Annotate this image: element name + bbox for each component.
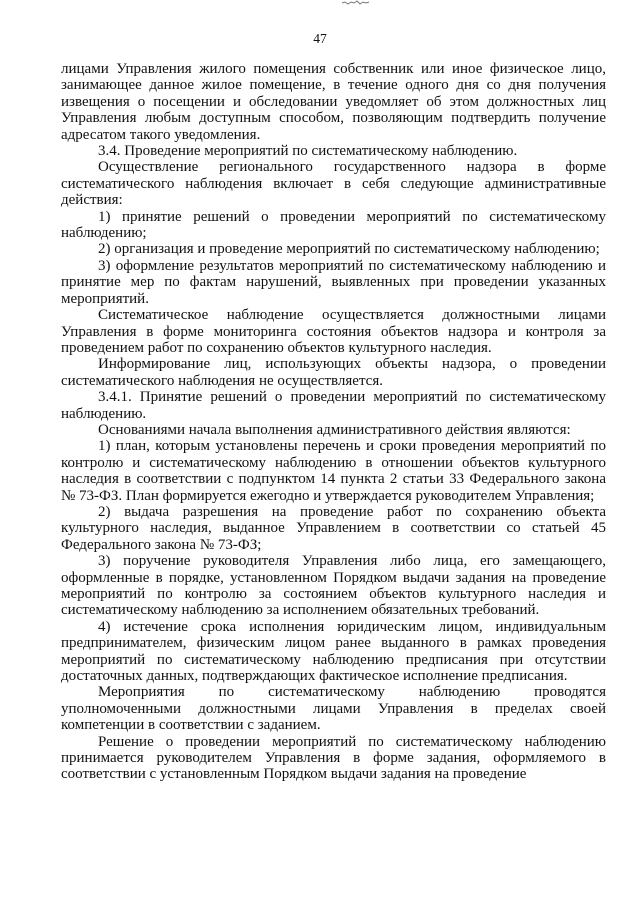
paragraph: 3.4. Проведение мероприятий по систематическому наблюдению. — [98, 143, 518, 160]
paragraph: 2) организация и проведение мероприятий по систематическому наблюдению; — [98, 241, 600, 258]
paragraph: 4) истечение срока исполнения юридическим лицом, индивидуальным предпринимателем, физическим лицом ранее выданного в рамках проведения мероприятий по систематическому наблюдению предписания при отсутствии достаточных данных, подтверждающих фактическое исполнение предписания. — [61, 618, 606, 685]
paragraph: 3) оформление результатов мероприятий по систематическому наблюдению и принятие мер по фактам нарушений, выявленных при проведении указанных мероприятий. — [61, 257, 606, 307]
paragraph: Основаниями начала выполнения административного действия являются: — [98, 421, 571, 438]
paragraph: Осуществление регионального государственного надзора в форме систематического наблюдения включает в себя следующие административные действия: — [61, 159, 606, 209]
paragraph: Информирование лиц, использующих объекты надзора, о проведении систематического наблюдения не осуществляется. — [61, 356, 606, 389]
body-text — [61, 61, 606, 783]
paragraph: 3) поручение руководителя Управления либо лица, его замещающего, оформленные в порядке, установленном Порядком выдачи задания на проведение мероприятий по контролю за состоянием объектов культурного наследия и систематическому наблюдению за исполнением обязательных требований. — [61, 553, 606, 619]
paragraph: 2) выдача разрешения на проведение работ по сохранению объекта культурного наследия, выданное Управлением в соответствии со статьей 45 Федерального закона № 73-ФЗ; — [61, 503, 606, 553]
paragraph: Систематическое наблюдение осуществляется должностными лицами Управления в форме мониторинга состояния объектов надзора и контроля за проведением работ по сохранению объектов культурного наследия. — [61, 307, 606, 356]
paragraph: 1) принятие решений о проведении мероприятий по систематическому наблюдению; — [61, 208, 606, 242]
paragraph: лицами Управления жилого помещения собственник или иное физическое лицо, занимающее данное жилое помещение, в течение одного дня со дня получения извещения о посещении и обследовании уведомляет об этом должностных лиц Управления любым доступным способом, позволяющим подтвердить получение адресатом такого уведомления. — [61, 61, 606, 143]
scan-artifact-mark — [340, 0, 372, 6]
paragraph: Мероприятия по систематическому наблюдению проводятся уполномоченными должностными лицами Управления в пределах своей компетенции в соответствии с заданием. — [61, 684, 606, 734]
page-number: 47 — [313, 31, 327, 46]
paragraph: Решение о проведении мероприятий по систематическому наблюдению принимается руководителем Управления в форме задания, оформляемого в соответствии с установленным Порядком выдачи задания на проведение — [61, 733, 606, 783]
paragraph: 1) план, которым установлены перечень и сроки проведения мероприятий по контролю и систематическому наблюдению в отношении объектов культурного наследия в соответствии с подпунктом 14 пункта 2 статьи 33 Федерального закона № 73-ФЗ. План формируется ежегодно и утверждается руководителем Управления; — [61, 438, 606, 504]
paragraph: 3.4.1. Принятие решений о проведении мероприятий по систематическому наблюдению. — [61, 389, 606, 422]
